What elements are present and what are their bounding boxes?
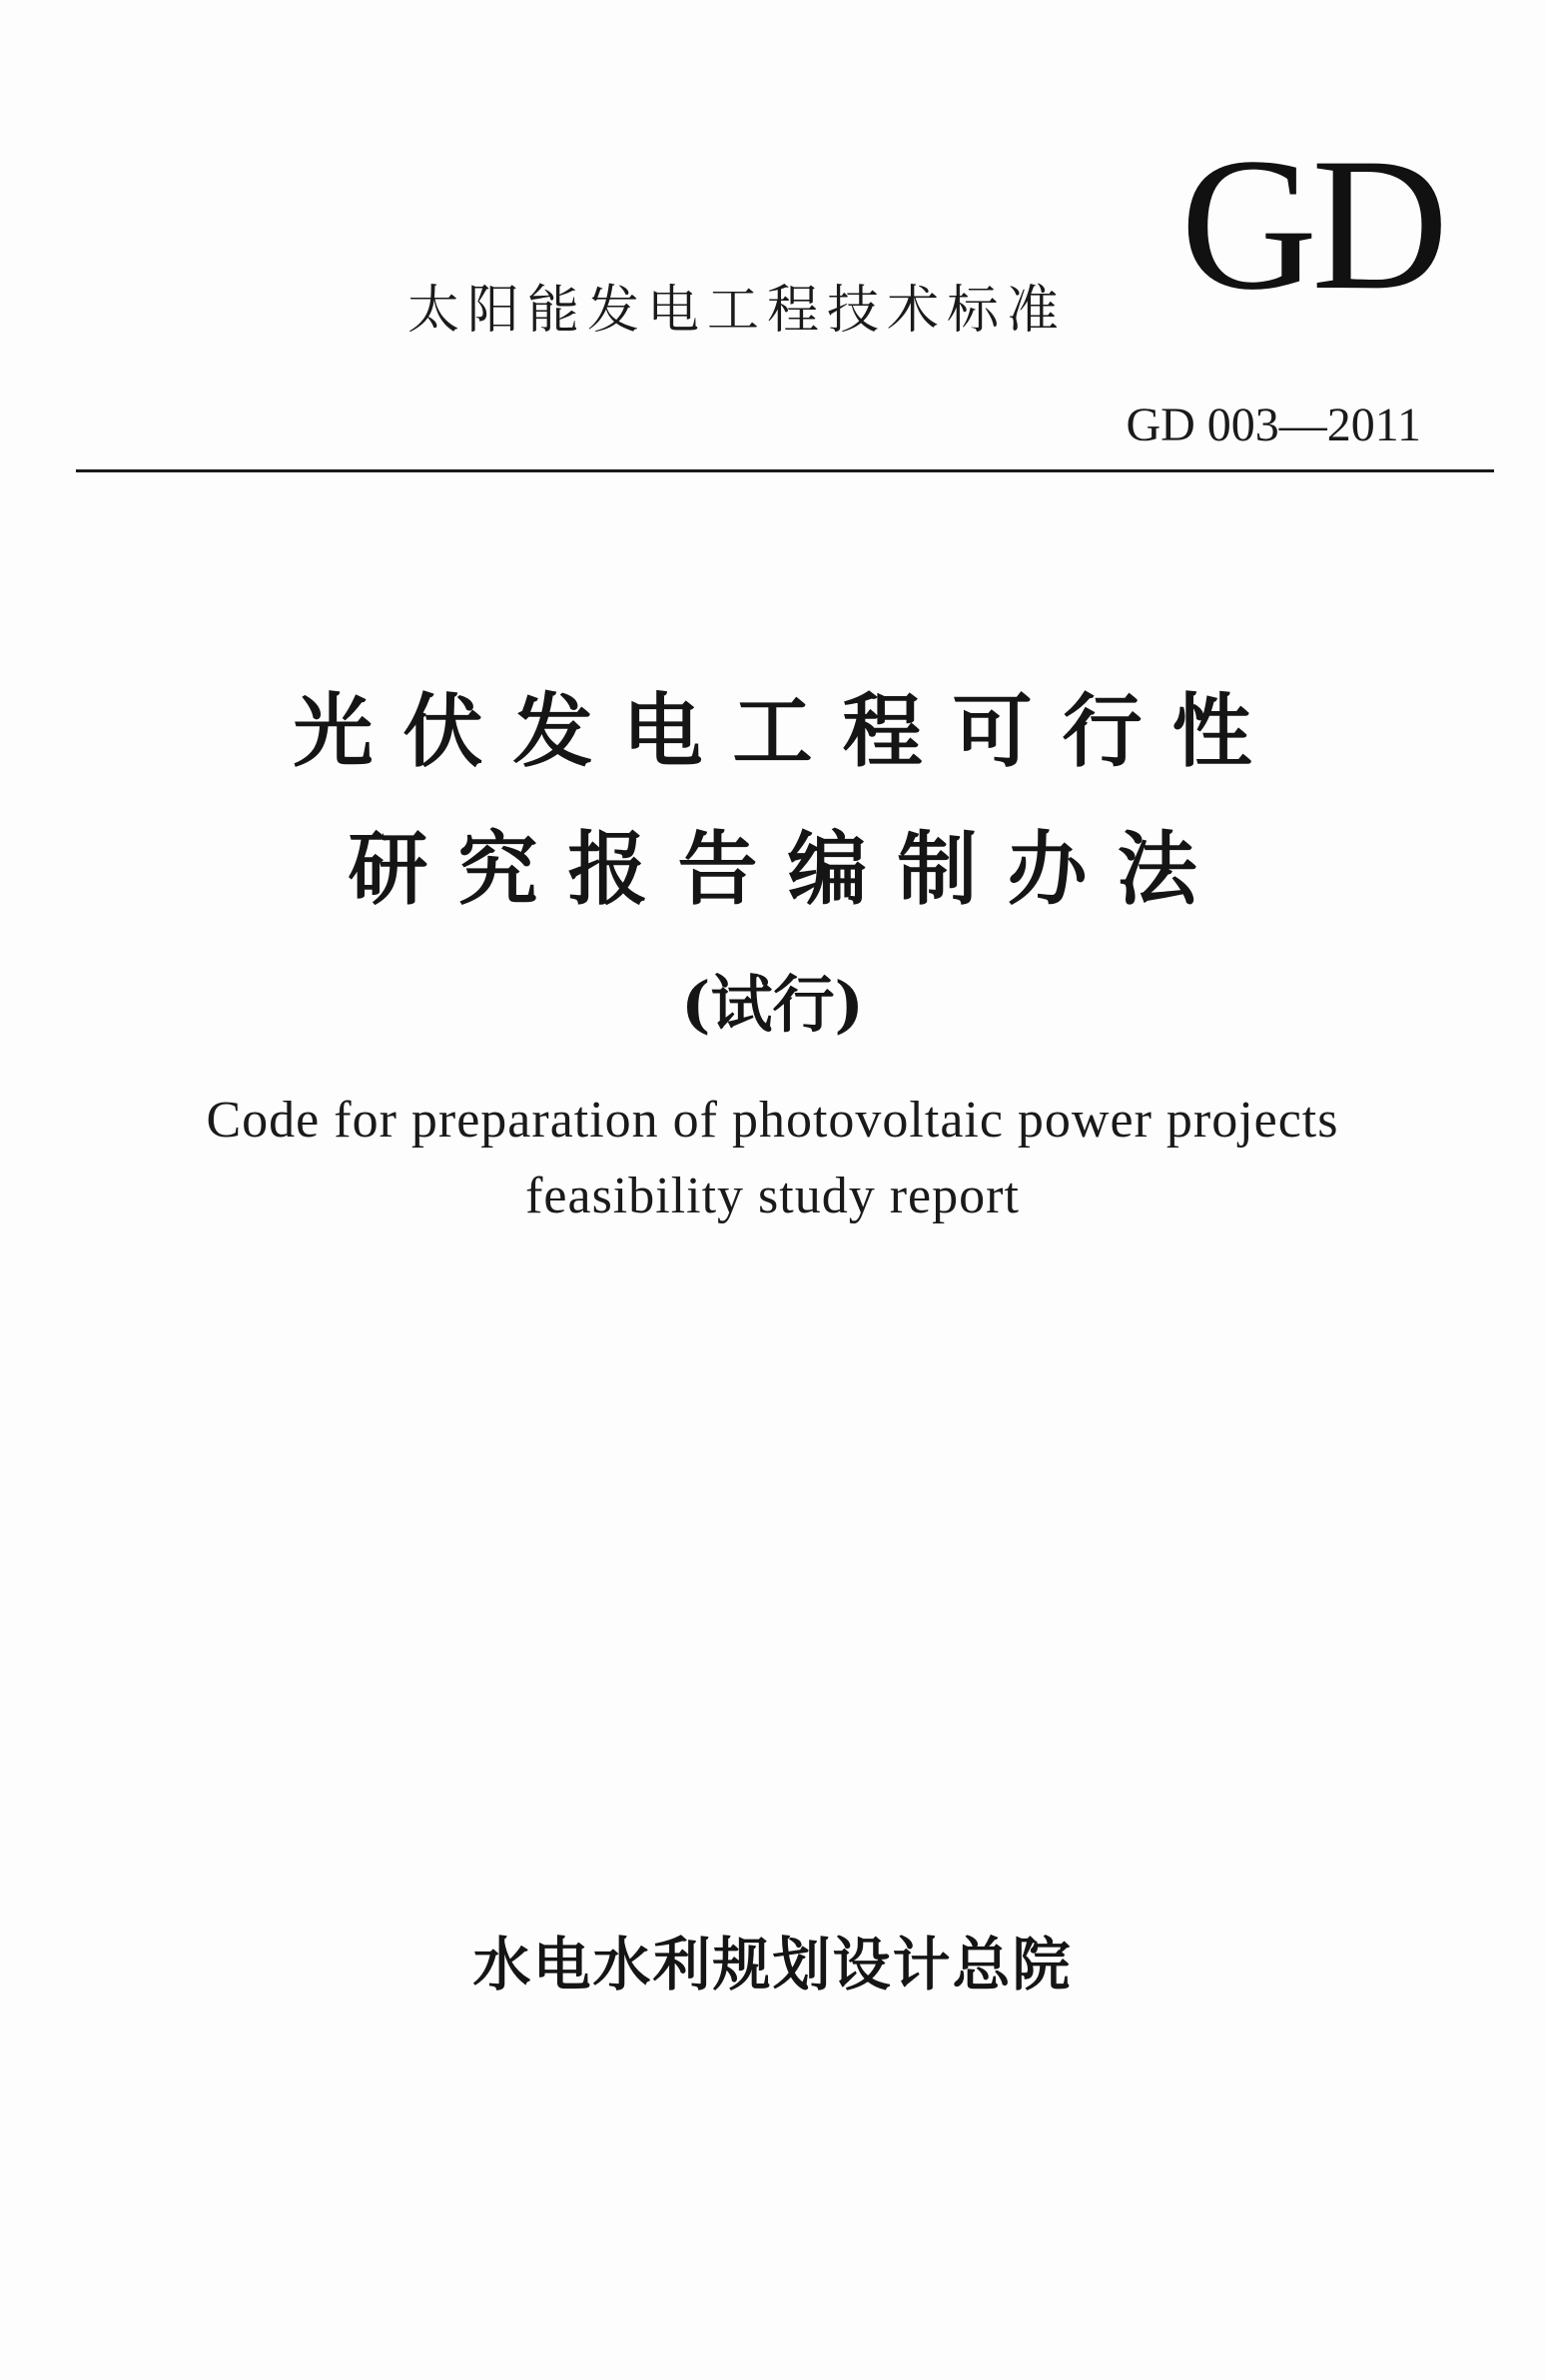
trial-label: (试行) — [681, 968, 864, 1041]
header-divider — [76, 469, 1494, 472]
english-title-line-2: feasibility study report — [525, 1168, 1020, 1224]
title-line-2: 研究报告编制办法 — [348, 823, 1227, 916]
gd-logo: GD — [1180, 120, 1443, 330]
publisher: 水电水利规划设计总院 — [472, 1931, 1073, 1998]
title-line-1: 光伏发电工程可行性 — [293, 685, 1282, 778]
english-title-line-1: Code for preparation of photovoltaic power projects — [206, 1092, 1339, 1149]
series-title: 太阳能发电工程技术标准 — [407, 281, 1068, 341]
standard-code: GD 003—2011 — [1126, 398, 1421, 451]
